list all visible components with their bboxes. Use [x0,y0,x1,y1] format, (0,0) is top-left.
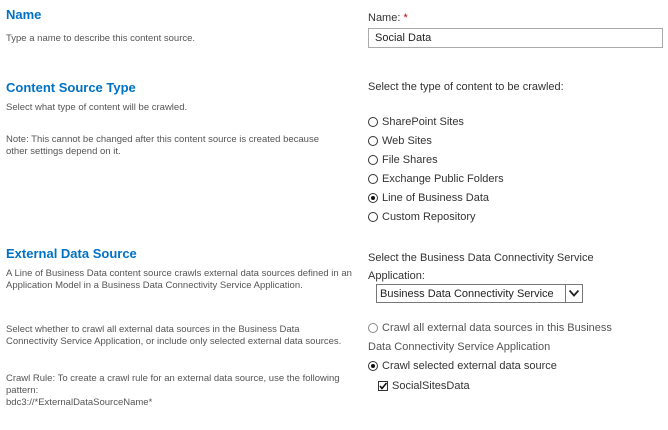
content-source-type-note: Note: This cannot be changed after this content source is created because other settings depend on it. [6,134,319,157]
radio-button-selected[interactable] [368,193,378,203]
radio-button[interactable] [368,155,378,165]
bdc-service-prompt: Select the Business Data Connectivity Service Application: [368,252,594,282]
crawl-rule-description: Crawl Rule: To create a crawl rule for an external data source, use the following pattern: bdc3://*ExternalDataSourceName* [6,373,352,409]
external-data-source-crawl-description: Select whether to crawl all external data sources in the Business Data Connectivity Service Application, or include only selected external data sources. [6,324,342,347]
crawl-mode-radio-group [368,318,612,395]
crawl-all-continuation: Data Connectivity Service Application [368,340,551,353]
radio-option-crawl-all[interactable]: Crawl all external data sources in this Business [368,318,612,337]
radio-button-selected[interactable] [368,361,378,371]
external-source-checkbox-row[interactable]: SocialSitesData [368,376,612,395]
content-type-radio-group [368,112,504,226]
content-source-type-title: Content Source Type [6,80,136,95]
radio-option-file-shares[interactable]: File Shares [368,150,504,169]
radio-option-line-of-business-data[interactable]: Line of Business Data [368,188,504,207]
radio-option-exchange-public-folders[interactable]: Exchange Public Folders [368,169,504,188]
radio-button[interactable] [368,117,378,127]
radio-option-crawl-selected[interactable]: Crawl selected external data source [368,356,612,376]
radio-button[interactable] [368,212,378,222]
radio-button[interactable] [368,136,378,146]
content-type-prompt: Select the type of content to be crawled: [368,81,564,93]
radio-option-custom-repository[interactable]: Custom Repository [368,207,504,226]
name-input[interactable]: Social Data [368,28,663,48]
bdc-service-dropdown[interactable]: Business Data Connectivity Service [376,284,583,303]
external-data-source-description: A Line of Business Data content source crawls external data sources defined in an Application Model in a Business Data Connectivity Service Application. [6,268,352,291]
external-data-source-title: External Data Source [6,246,137,261]
content-source-type-description: Select what type of content will be crawled. [6,102,188,113]
radio-button[interactable] [368,174,378,184]
name-section-title: Name [6,7,42,22]
name-field-label: Name: * [368,12,408,24]
crawl-rule-pattern: bdc3://*ExternalDataSourceName* [6,397,153,408]
required-marker: * [403,12,408,24]
radio-option-sharepoint-sites[interactable]: SharePoint Sites [368,112,504,131]
radio-button[interactable] [368,323,378,333]
radio-option-web-sites[interactable]: Web Sites [368,131,504,150]
checkbox-checked[interactable] [378,381,388,391]
name-section-description: Type a name to describe this content source. [6,33,196,44]
chevron-down-icon[interactable] [565,285,582,302]
